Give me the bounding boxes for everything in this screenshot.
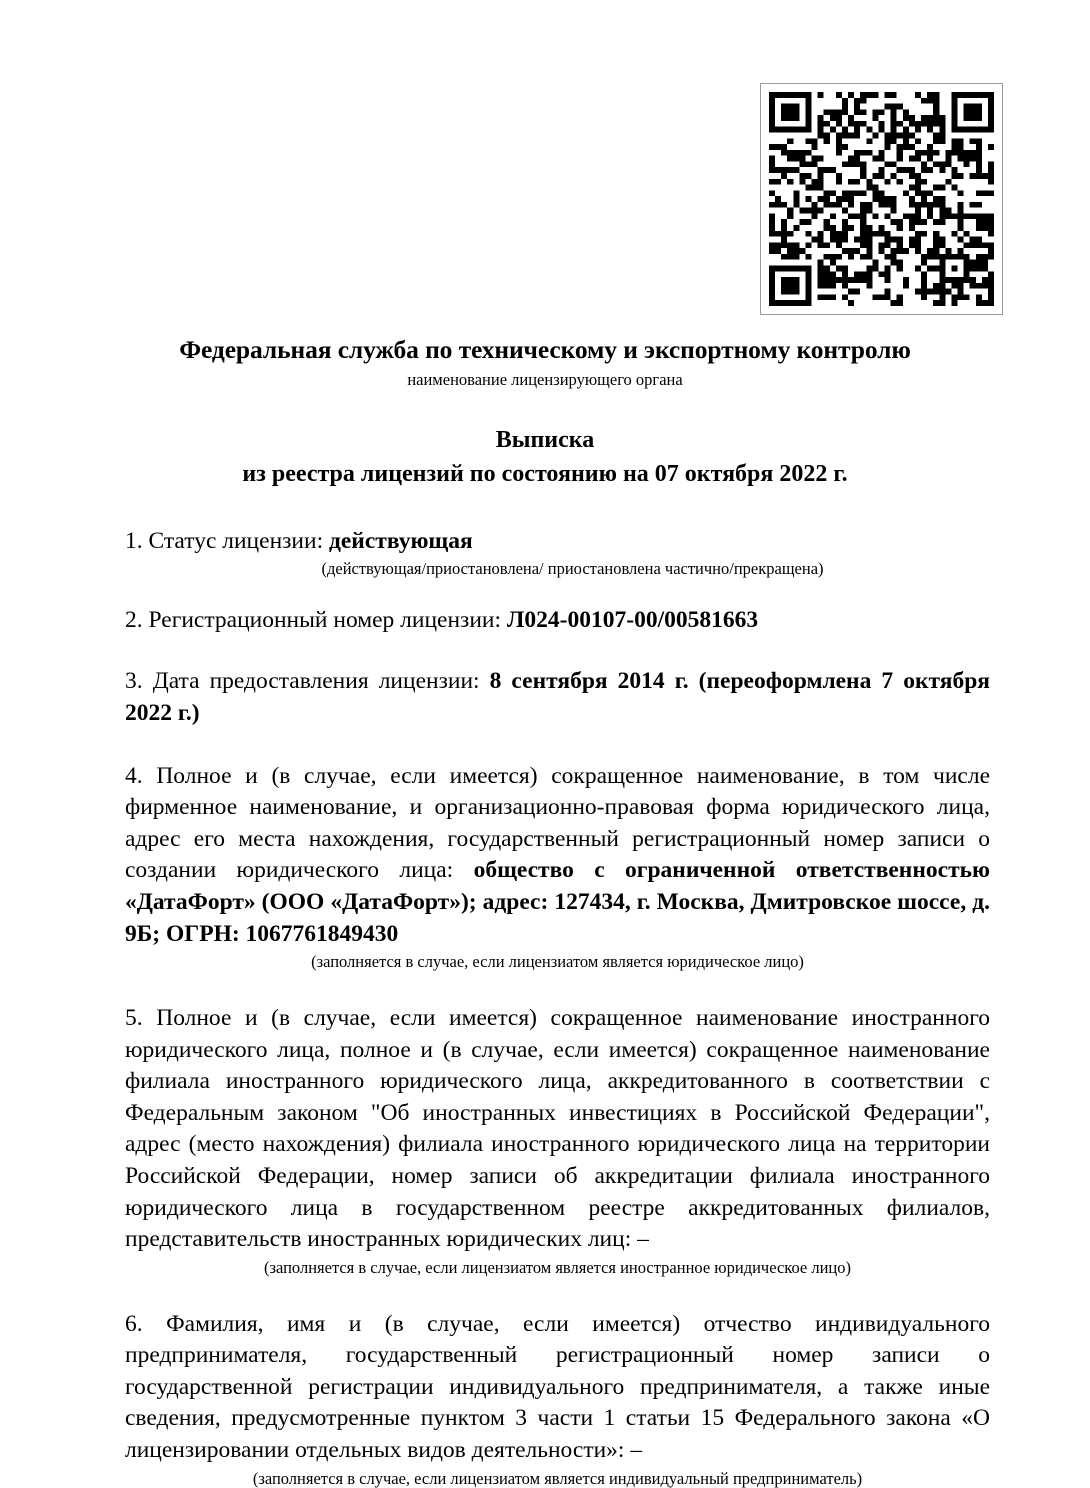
item-5-value: –: [637, 1226, 649, 1252]
page-title: Федеральная служба по техническому и экспортному контролю: [0, 336, 1090, 365]
item-4-value: общество с ограниченной ответственностью «ДатаФорт» (ООО «ДатаФорт»); адрес: 127434, г. Москва, Дмитровское шоссе, д. 9Б; ОГРН: 1067761849430: [125, 857, 990, 946]
item-6-label: Фамилия, имя и (в случае, если имеется) отчество индивидуального предпринимателя, государственный регистрационный номер записи о государственной регистрации индивидуального предпринимателя, а также иные сведения, предусмотренные пунктом 3 части 1 статьи 15 Федерального закона «О лицензировании отдельных видов деятельности»:: [125, 1311, 990, 1463]
document-subtitle: из реестра лицензий по состоянию на 07 октября 2022 г.: [0, 457, 1090, 491]
item-5-label: Полное и (в случае, если имеется) сокращенное наименование иностранного юридического лица, полное и (в случае, если имеется) сокращенное наименование филиала иностранного юридического лица, аккредитованного в соответствии с Федеральным законом "Об иностранных инвестициях в Российской Федерации", адрес (место нахождения) филиала иностранного юридического лица на территории Российской Федерации, номер записи об аккредитации филиала иностранного юридического лица в государственном реестре аккредитованных филиалов, представительств иностранных юридических лиц:: [125, 1005, 990, 1252]
item-2: [125, 605, 990, 637]
item-1-caption: (действующая/приостановлена/ приостановлена частично/прекращена): [125, 559, 990, 579]
item-6: [125, 1309, 990, 1467]
item-3-number: 3.: [125, 668, 143, 694]
document-body: [125, 526, 990, 1488]
item-4-number: 4.: [125, 763, 143, 789]
item-3-value: 8 сентября 2014 г. (переоформлена 7 октября 2022 г.): [125, 668, 990, 726]
organization-caption: наименование лицензирующего органа: [0, 370, 1090, 390]
item-6-value: –: [630, 1437, 642, 1463]
item-4-label: Полное и (в случае, если имеется) сокращенное наименование, в том числе фирменное наименование, и организационно-правовая форма юридического лица, адрес его места нахождения, государственный регистрационный номер записи о создании юридического лица:: [125, 763, 990, 884]
item-1-value: действующая: [329, 528, 473, 554]
item-4-caption: (заполняется в случае, если лицензиатом является юридическое лицо): [125, 952, 990, 972]
document-title: Выписка: [0, 423, 1090, 457]
item-3: [125, 666, 990, 729]
item-3-label: Дата предоставления лицензии:: [153, 668, 480, 694]
item-6-caption: (заполняется в случае, если лицензиатом является индивидуальный предприниматель): [125, 1469, 990, 1488]
item-6-number: 6.: [125, 1311, 143, 1337]
item-5: [125, 1003, 990, 1256]
item-2-value: Л024-00107-00/00581663: [507, 607, 758, 633]
item-1: [125, 526, 990, 558]
item-1-number: 1.: [125, 528, 143, 554]
item-5-number: 5.: [125, 1005, 143, 1031]
item-1-label: Статус лицензии:: [149, 528, 324, 554]
item-2-number: 2.: [125, 607, 143, 633]
item-5-caption: (заполняется в случае, если лицензиатом является иностранное юридическое лицо): [125, 1258, 990, 1278]
item-4: [125, 761, 990, 951]
item-2-label: Регистрационный номер лицензии:: [149, 607, 502, 633]
